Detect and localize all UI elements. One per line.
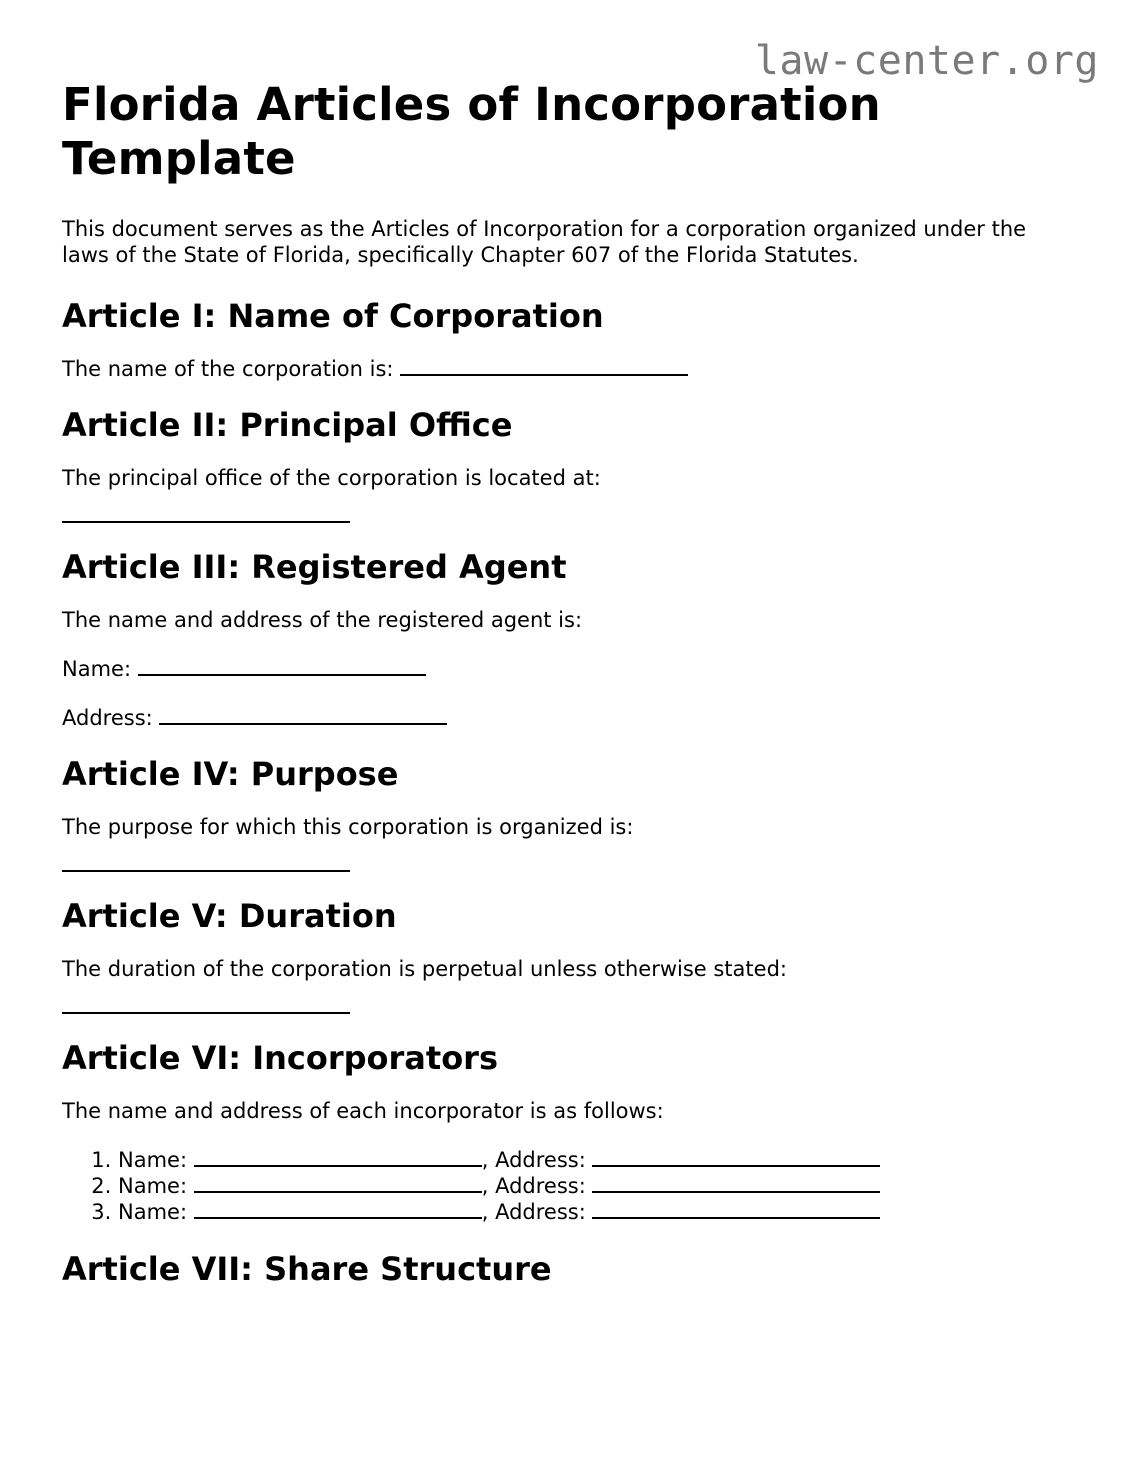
article-6-heading: Article VI: Incorporators: [62, 1039, 498, 1077]
agent-address-row: [62, 705, 1062, 731]
watermark: law-center.org: [754, 38, 1099, 84]
agent-name-field[interactable]: [138, 656, 426, 676]
agent-name-row: [62, 656, 1062, 682]
duration-field[interactable]: [62, 1012, 350, 1014]
intro-paragraph: This document serves as the Articles of Incorporation for a corporation organized under the laws of the State of Florida, specifically Chapter 607 of the Florida Statutes.: [62, 217, 1027, 267]
name-label: Name:: [118, 1174, 188, 1198]
incorporator-3-address-field[interactable]: [592, 1199, 880, 1219]
article-4-text: The purpose for which this corporation is organized is:: [62, 815, 634, 839]
article-7-heading: Article VII: Share Structure: [62, 1250, 552, 1288]
incorporator-3-name-field[interactable]: [194, 1199, 482, 1219]
address-label: , Address:: [481, 1200, 586, 1224]
name-label: Name:: [118, 1148, 188, 1172]
list-item: [118, 1199, 1062, 1225]
purpose-field[interactable]: [62, 870, 350, 872]
address-label: , Address:: [481, 1174, 586, 1198]
list-item: [118, 1147, 1062, 1173]
corporation-name-field[interactable]: [400, 356, 688, 376]
article-3-heading: Article III: Registered Agent: [62, 548, 567, 586]
principal-office-field[interactable]: [62, 521, 350, 523]
article-2-heading: Article II: Principal Office: [62, 406, 513, 444]
address-label: , Address:: [481, 1148, 586, 1172]
page-title: Florida Articles of Incorporation Template: [62, 78, 881, 185]
article-5-heading: Article V: Duration: [62, 897, 397, 935]
incorporator-2-name-field[interactable]: [194, 1173, 482, 1193]
article-1-text: [62, 356, 1062, 382]
list-item: [118, 1173, 1062, 1199]
article-6-text: The name and address of each incorporator is as follows:: [62, 1099, 664, 1123]
incorporator-1-name-field[interactable]: [194, 1147, 482, 1167]
agent-address-field[interactable]: [159, 705, 447, 725]
incorporators-list: [62, 1147, 1062, 1225]
article-1-heading: Article I: Name of Corporation: [62, 297, 604, 335]
article-1-label: The name of the corporation is:: [62, 357, 394, 381]
article-3-text: The name and address of the registered agent is:: [62, 608, 583, 632]
name-label: Name:: [118, 1200, 188, 1224]
document-page: [62, 78, 1062, 1309]
article-5-text: The duration of the corporation is perpetual unless otherwise stated:: [62, 957, 787, 981]
article-2-text: The principal office of the corporation is located at:: [62, 466, 601, 490]
agent-name-label: Name:: [62, 657, 132, 681]
article-4-heading: Article IV: Purpose: [62, 755, 399, 793]
incorporator-1-address-field[interactable]: [592, 1147, 880, 1167]
incorporator-2-address-field[interactable]: [592, 1173, 880, 1193]
agent-address-label: Address:: [62, 706, 153, 730]
